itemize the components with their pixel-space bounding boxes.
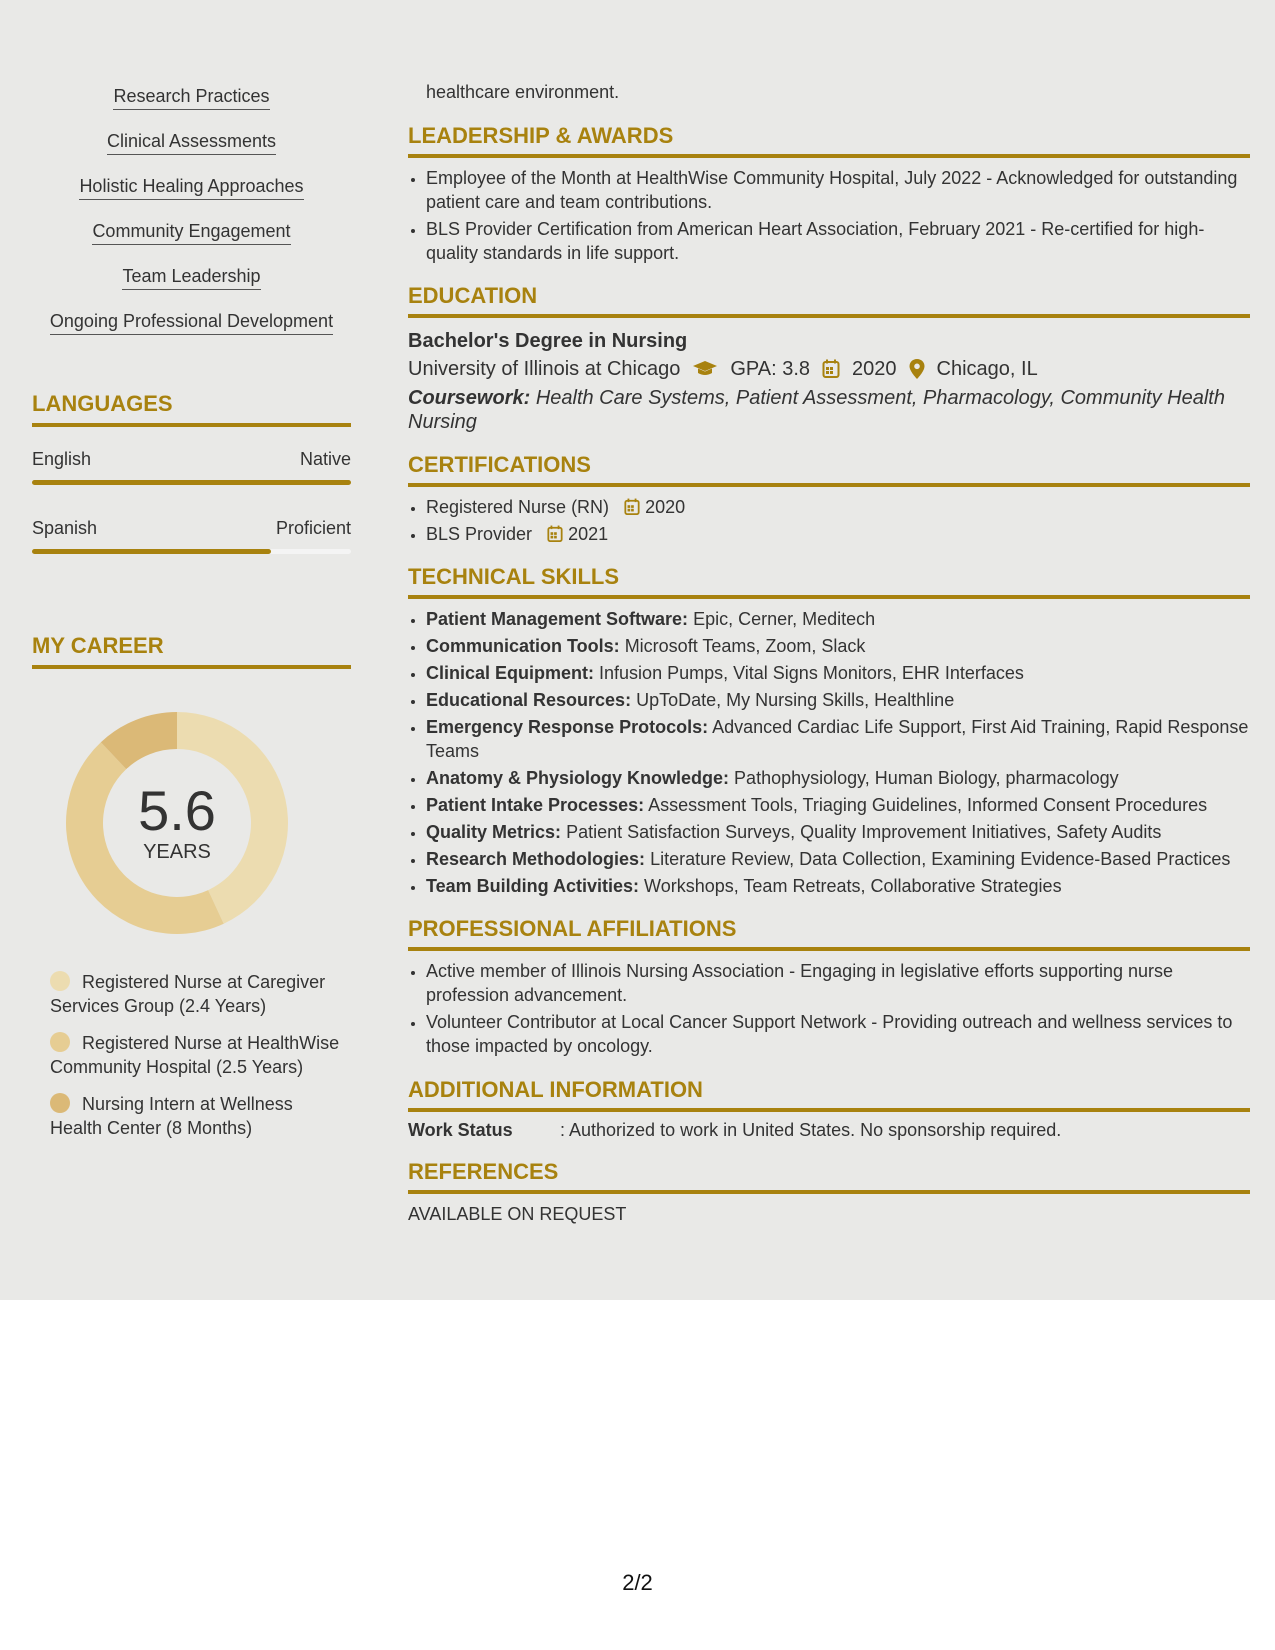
school: University of Illinois at Chicago — [408, 358, 681, 380]
degree: Bachelor's Degree in Nursing — [408, 330, 688, 352]
skill-value: Epic, Cerner, Meditech — [693, 609, 876, 629]
technical-skills-section — [408, 563, 1250, 901]
work-status-value: : Authorized to work in United States. No sponsorship required. — [560, 1120, 1062, 1140]
list-item — [426, 661, 1250, 685]
legend-label: Nursing Intern at Wellness Health Center (8 Months) — [50, 1094, 293, 1138]
leadership-section — [408, 122, 1250, 268]
skill-label: Patient Management Software: — [426, 609, 689, 629]
technical-skills-heading: TECHNICAL SKILLS — [408, 563, 1250, 599]
skill-value: Assessment Tools, Triaging Guidelines, Informed Consent Procedures — [648, 795, 1208, 815]
skill-label: Emergency Response Protocols: — [426, 717, 709, 737]
list-item — [426, 634, 1250, 658]
calendar-icon — [822, 359, 840, 379]
list-item — [426, 607, 1250, 631]
language-bar-fill — [32, 480, 351, 485]
gpa: GPA: 3.8 — [730, 358, 811, 380]
career-donut-chart — [66, 712, 288, 934]
legend-label: Registered Nurse at Caregiver Services Group (2.4 Years) — [50, 972, 326, 1016]
skill-value: Pathophysiology, Human Biology, pharmacology — [734, 768, 1119, 788]
list-item — [426, 820, 1250, 844]
references-section — [408, 1158, 1250, 1225]
intro-tail: healthcare environment. — [426, 82, 620, 102]
list-item — [426, 688, 1250, 712]
list-item — [426, 847, 1250, 871]
skill-label: Quality Metrics: — [426, 822, 562, 842]
skill-label: Communication Tools: — [426, 636, 620, 656]
references-heading: REFERENCES — [408, 1158, 1250, 1194]
certification-year: 2021 — [568, 524, 609, 544]
skill-item: Holistic Healing Approaches — [79, 174, 303, 200]
certification-item — [426, 522, 1250, 546]
legend-label: Registered Nurse at HealthWise Community Hospital (2.5 Years) — [50, 1033, 340, 1077]
skill-item: Clinical Assessments — [107, 129, 276, 155]
legend-dot — [50, 1032, 70, 1052]
certifications-section — [408, 451, 1250, 549]
language-level: Native — [299, 449, 351, 469]
skill-item: Research Practices — [113, 84, 269, 110]
list-item — [426, 793, 1250, 817]
list-item — [426, 715, 1250, 763]
education-section — [408, 282, 1250, 434]
list-item — [426, 766, 1250, 790]
legend-item — [50, 1092, 340, 1140]
work-status-row — [408, 1120, 1250, 1141]
certification-year: 2020 — [645, 497, 686, 517]
skill-label: Research Methodologies: — [426, 849, 646, 869]
additional-info-section — [408, 1076, 1250, 1141]
career-donut-center — [66, 712, 288, 934]
certification-name: BLS Provider — [426, 524, 533, 544]
languages-heading: LANGUAGES — [32, 391, 351, 427]
skill-value: Advanced Cardiac Life Support, First Aid Training, Rapid Response Teams — [426, 717, 1249, 761]
legend-item — [50, 970, 340, 1018]
skill-value: Patient Satisfaction Surveys, Quality Improvement Initiatives, Safety Audits — [566, 822, 1162, 842]
skill-item: Ongoing Professional Development — [50, 309, 333, 335]
list-item: • Employee of the Month at HealthWise Community Hospital, July 2022 - Acknowledged for outstanding patient care and team contributions. — [426, 166, 1250, 214]
certifications-heading: CERTIFICATIONS — [408, 451, 1250, 487]
education-heading: EDUCATION — [408, 282, 1250, 318]
skills-list — [32, 84, 351, 354]
affiliations-heading: PROFESSIONAL AFFILIATIONS — [408, 915, 1250, 951]
leadership-heading: LEADERSHIP & AWARDS — [408, 122, 1250, 158]
skill-item: Team Leadership — [122, 264, 260, 290]
page-number: 2/2 — [622, 1570, 653, 1595]
references-text: AVAILABLE ON REQUEST — [408, 1204, 627, 1224]
career-heading: MY CAREER — [32, 633, 351, 669]
language-bar-fill — [32, 549, 271, 554]
skill-item: Community Engagement — [92, 219, 290, 245]
career-total-value: 5.6 — [138, 779, 216, 842]
skill-label: Educational Resources: — [426, 690, 632, 710]
skill-value: Infusion Pumps, Vital Signs Monitors, EHR Interfaces — [599, 663, 1024, 683]
education-details — [408, 354, 1250, 384]
language-bar — [32, 480, 351, 485]
list-item — [426, 874, 1250, 898]
legend-item — [50, 1031, 340, 1079]
affiliations-section — [408, 915, 1250, 1061]
graduation-cap-icon — [692, 360, 718, 378]
list-item: • BLS Provider Certification from American Heart Association, February 2021 - Re-certified for high-quality standards in life support. — [426, 217, 1250, 265]
coursework-list: Health Care Systems, Patient Assessment, Pharmacology, Community Health Nursing — [408, 387, 1225, 433]
calendar-icon — [624, 498, 640, 516]
coursework-label: Coursework: — [408, 387, 531, 409]
language-name: Spanish — [32, 518, 98, 538]
certification-name: Registered Nurse (RN) — [426, 497, 610, 517]
location: Chicago, IL — [936, 358, 1038, 380]
language-spanish — [32, 518, 351, 554]
graduation-year: 2020 — [852, 358, 897, 380]
coursework — [408, 386, 1250, 434]
career-legend — [50, 970, 340, 1153]
language-name: English — [32, 449, 92, 469]
legend-dot — [50, 971, 70, 991]
skill-label: Team Building Activities: — [426, 876, 640, 896]
location-pin-icon — [909, 359, 925, 379]
calendar-icon — [547, 525, 563, 543]
list-item: • Volunteer Contributor at Local Cancer Support Network - Providing outreach and wellness services to those impacted by oncology. — [426, 1010, 1250, 1058]
skill-value: Workshops, Team Retreats, Collaborative Strategies — [644, 876, 1062, 896]
skill-value: Microsoft Teams, Zoom, Slack — [624, 636, 866, 656]
list-item: • Active member of Illinois Nursing Association - Engaging in legislative efforts supporting nurse profession advancement. — [426, 959, 1250, 1007]
language-english — [32, 449, 351, 485]
skill-value: UpToDate, My Nursing Skills, Healthline — [636, 690, 955, 710]
language-bar — [32, 549, 351, 554]
language-level: Proficient — [275, 518, 351, 538]
legend-dot — [50, 1093, 70, 1113]
certification-item — [426, 495, 1250, 519]
work-status-label: Work Status — [408, 1120, 513, 1140]
skill-label: Patient Intake Processes: — [426, 795, 645, 815]
skill-value: Literature Review, Data Collection, Examining Evidence-Based Practices — [650, 849, 1231, 869]
skill-label: Anatomy & Physiology Knowledge: — [426, 768, 730, 788]
skill-label: Clinical Equipment: — [426, 663, 595, 683]
career-total-unit: YEARS — [143, 841, 211, 863]
additional-info-heading: ADDITIONAL INFORMATION — [408, 1076, 1250, 1112]
